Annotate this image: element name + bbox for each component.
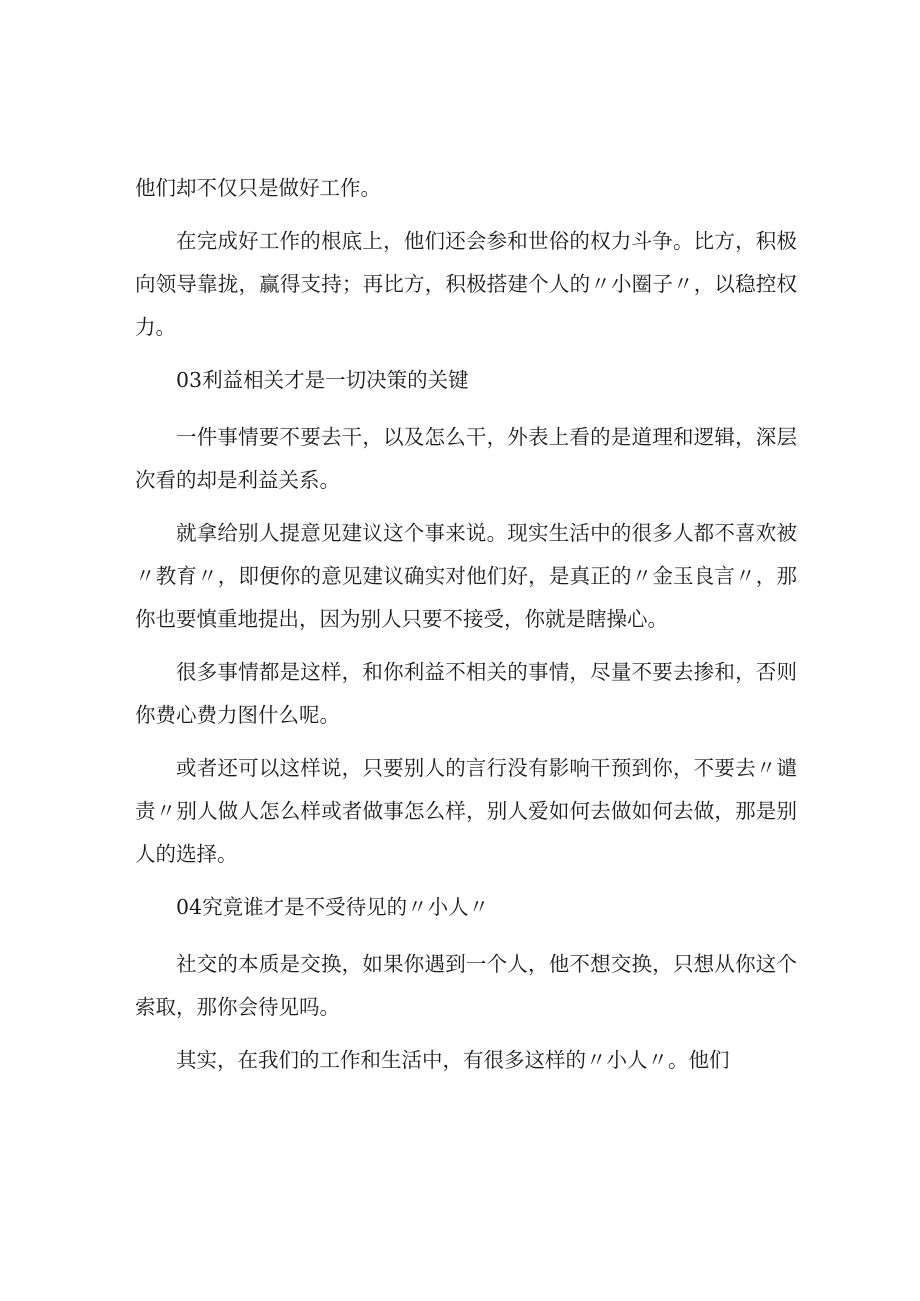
document-body — [135, 167, 797, 1092]
paragraph-interest-relations: 一件事情要不要去干，以及怎么干，外表上看的是道理和逻辑，深层次看的却是利益关系。 — [135, 425, 797, 492]
paragraph-unrelated-matters: 很多事情都是这样，和你利益不相关的事情，尽量不要去掺和，否则你费心费力图什么呢。 — [135, 660, 797, 727]
paragraph-others-choice: 或者还可以这样说，只要别人的言行没有影响干预到你，不要去〃谴责〃别人做人怎么样或者做事怎么样，别人爱如何去做如何去做，那是别人的选择。 — [135, 756, 797, 866]
section-heading-03: 03利益相关才是一切决策的关键 — [176, 368, 469, 392]
paragraph-petty-people: 其实，在我们的工作和生活中，有很多这样的〃小人〃。他们 — [176, 1048, 730, 1072]
section-heading-04: 04究竟谁才是不受待见的〃小人〃 — [176, 895, 490, 919]
paragraph-power-struggle: 在完成好工作的根底上，他们还会参和世俗的权力斗争。比方，积极向领导靠拢，赢得支持；再比方，积极搭建个人的〃小圈子〃，以稳控权力。 — [135, 229, 797, 339]
paragraph-continuation: 他们却不仅只是做好工作。 — [135, 176, 381, 200]
paragraph-advice-example: 就拿给别人提意见建议这个事来说。现实生活中的很多人都不喜欢被〃教育〃，即便你的意见建议确实对他们好，是真正的〃金玉良言〃，那你也要慎重地提出，因为别人只要不接受，你就是瞎操心。 — [135, 521, 797, 631]
paragraph-social-exchange: 社交的本质是交换，如果你遇到一个人，他不想交换，只想从你这个索取，那你会待见吗。 — [135, 952, 797, 1019]
